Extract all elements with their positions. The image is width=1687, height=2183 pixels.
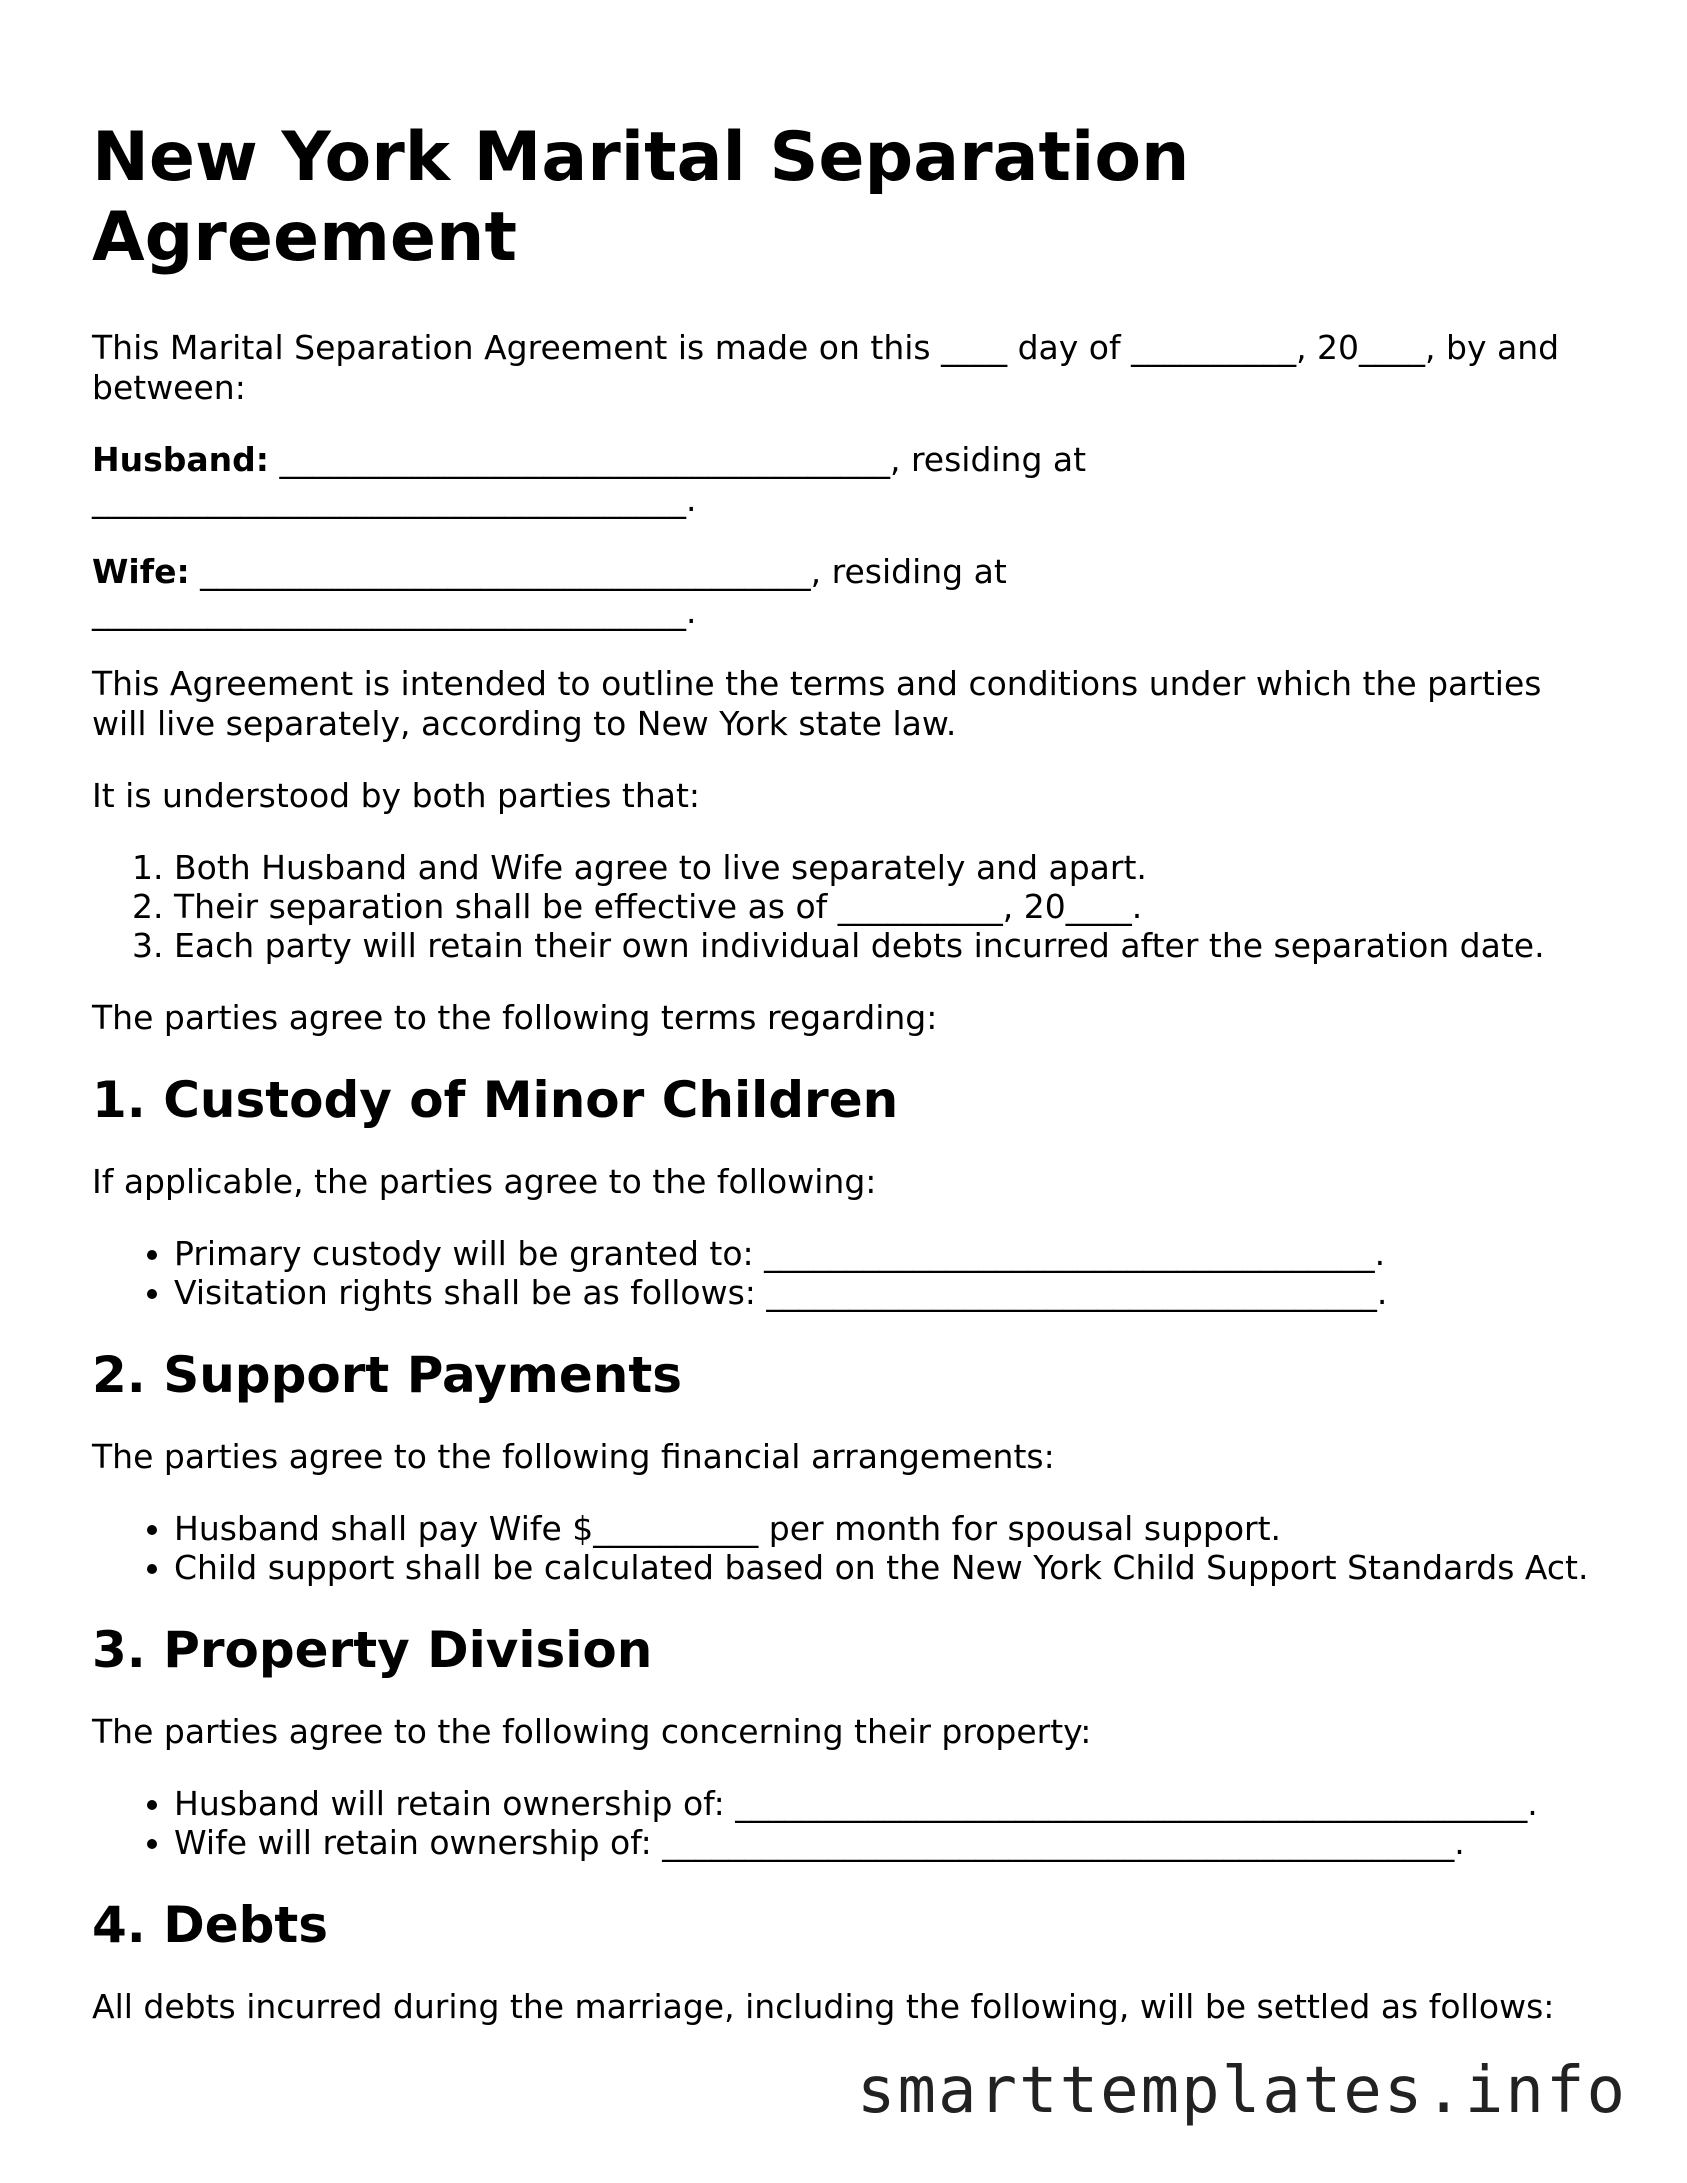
support-intro: The parties agree to the following financial arrangements: (92, 1437, 1055, 1476)
intro-paragraph: This Marital Separation Agreement is made on this ____ day of __________, 20____, by and between: (92, 328, 1560, 407)
document-title: New York Marital Separation Agreement (92, 118, 1190, 277)
list-item: • Visitation rights shall be as follows: _____________________________________. (174, 1273, 1602, 1312)
list-item: • Child support shall be calculated based on the New York Child Support Standards Act. (174, 1548, 1602, 1587)
wife-fill-text: _____________________________________, residing at ____________________________________. (92, 552, 1007, 631)
husband-line (92, 440, 1602, 520)
list-item: • Husband shall pay Wife $__________ per month for spousal support. (174, 1509, 1602, 1548)
section-heading-support: 2. Support Payments (92, 1346, 683, 1404)
wife-line (92, 552, 1602, 632)
understood-intro: It is understood by both parties that: (92, 776, 701, 815)
section-heading-custody: 1. Custody of Minor Children (92, 1071, 899, 1129)
terms-intro: The parties agree to the following terms regarding: (92, 998, 938, 1037)
purpose-paragraph: This Agreement is intended to outline the terms and conditions under which the parties will live separately, according to New York state law. (92, 664, 1542, 743)
husband-label: Husband: (92, 440, 269, 479)
debts-intro: All debts incurred during the marriage, including the following, will be settled as follows: (92, 1987, 1555, 2026)
support-list (92, 1509, 1602, 1587)
list-item: 1. Both Husband and Wife agree to live separately and apart. (174, 848, 1602, 887)
husband-fill-text: _____________________________________, residing at ____________________________________. (92, 440, 1087, 519)
custody-list (92, 1234, 1602, 1312)
understood-list (92, 848, 1602, 965)
list-item: • Husband will retain ownership of: ________________________________________________. (174, 1784, 1602, 1823)
list-item: 2. Their separation shall be effective as of __________, 20____. (174, 887, 1602, 926)
property-list (92, 1784, 1602, 1862)
wife-label: Wife: (92, 552, 190, 591)
document-page (92, 118, 1602, 2059)
section-heading-property: 3. Property Division (92, 1621, 653, 1679)
section-heading-debts: 4. Debts (92, 1896, 329, 1954)
list-item: 3. Each party will retain their own individual debts incurred after the separation date. (174, 926, 1602, 965)
list-item: • Primary custody will be granted to: _____________________________________. (174, 1234, 1602, 1273)
property-intro: The parties agree to the following concerning their property: (92, 1712, 1092, 1751)
watermark-text: smarttemplates.info (856, 2054, 1627, 2128)
list-item: • Wife will retain ownership of: ________________________________________________. (174, 1823, 1602, 1862)
custody-intro: If applicable, the parties agree to the following: (92, 1162, 877, 1201)
